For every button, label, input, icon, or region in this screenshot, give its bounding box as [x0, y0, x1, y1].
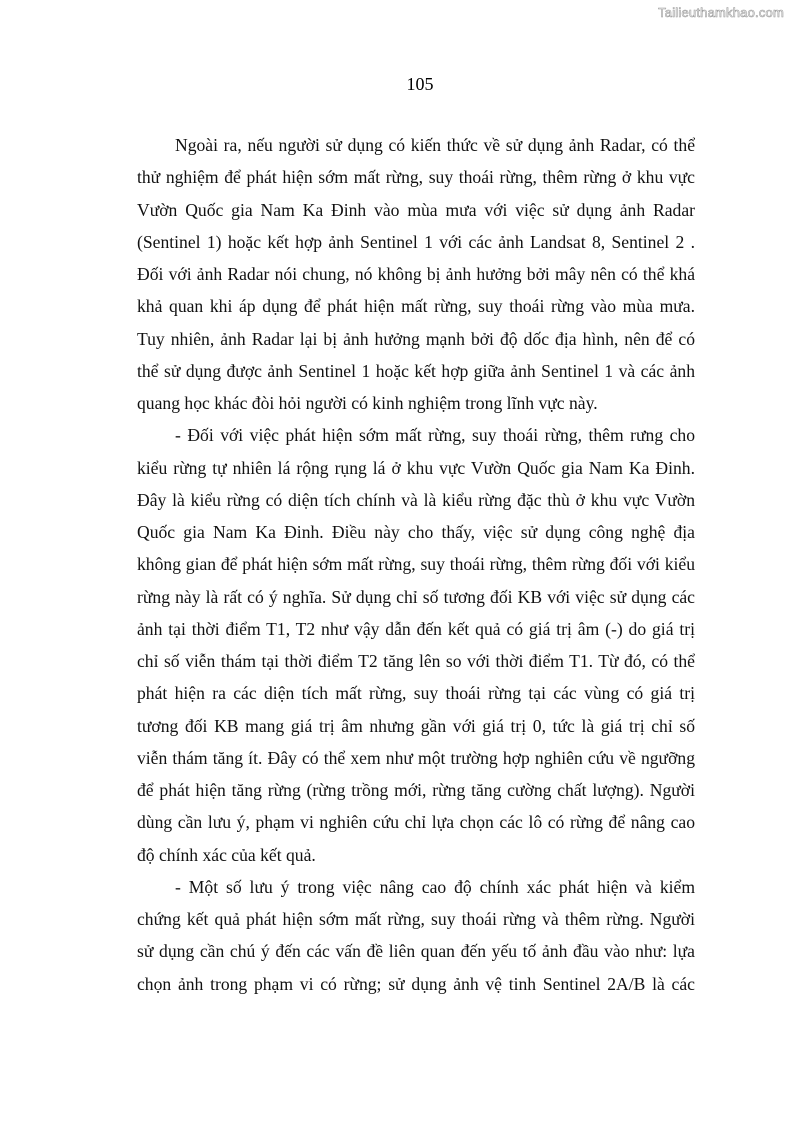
paragraph: [137, 419, 695, 871]
text-line: thử nghiệm để phát hiện sớm mất rừng, suy thoái rừng, thêm rừng ở khu vực: [137, 167, 695, 188]
paragraph: [137, 129, 695, 419]
text-line: - Một số lưu ý trong việc nâng cao độ chính xác phát hiện và kiểm: [175, 876, 695, 897]
text-line: kiểu rừng tự nhiên lá rộng rụng lá ở khu vực Vườn Quốc gia Nam Ka Đinh.: [137, 457, 695, 478]
text-line: ảnh tại thời điểm T1, T2 như vậy dẫn đến kết quả có giá trị âm (-) do giá trị: [137, 618, 695, 639]
text-line: quang học khác đòi hỏi người có kinh nghiệm trong lĩnh vực này.: [137, 393, 598, 413]
text-line: (Sentinel 1) hoặc kết hợp ảnh Sentinel 1 với các ảnh Landsat 8, Sentinel 2 .: [137, 231, 695, 252]
text-line: Quốc gia Nam Ka Đinh. Điều này cho thấy, việc sử dụng công nghệ địa: [137, 522, 695, 542]
text-line: chỉ số viễn thám tại thời điểm T2 tăng lên so với thời điểm T1. Từ đó, có thể: [137, 651, 695, 671]
text-line: Ngoài ra, nếu người sử dụng có kiến thức về sử dụng ảnh Radar, có thể: [175, 135, 695, 155]
text-line: viễn thám tăng ít. Đây có thể xem như một trường hợp nghiên cứu về ngưỡng: [137, 747, 695, 768]
text-line: để phát hiện tăng rừng (rừng trồng mới, rừng tăng cường chất lượng). Người: [137, 780, 695, 800]
text-line: chứng kết quả phát hiện sớm mất rừng, suy thoái rừng và thêm rừng. Người: [137, 909, 695, 929]
text-line: tương đối KB mang giá trị âm nhưng gần với giá trị 0, tức là giá trị chỉ số: [137, 715, 695, 736]
text-line: độ chính xác của kết quả.: [137, 844, 316, 865]
text-line: thể sử dụng được ảnh Sentinel 1 hoặc kết hợp giữa ảnh Sentinel 1 và các ảnh: [137, 360, 695, 381]
text-line: Đối với ảnh Radar nói chung, nó không bị ảnh hưởng bởi mây nên có thể khá: [137, 264, 695, 284]
text-line: - Đối với việc phát hiện sớm mất rừng, suy thoái rừng, thêm rưng cho: [175, 425, 695, 446]
text-line: Tuy nhiên, ảnh Radar lại bị ảnh hưởng mạnh bởi độ dốc địa hình, nên để có: [137, 328, 695, 349]
text-line: dùng cần lưu ý, phạm vi nghiên cứu chỉ lựa chọn các lô có rừng để nâng cao: [137, 812, 695, 833]
watermark: Tailieuthamkhao.com: [658, 5, 784, 20]
page-number: 105: [406, 74, 434, 94]
text-line: Vườn Quốc gia Nam Ka Đinh vào mùa mưa với việc sử dụng ảnh Radar: [137, 199, 695, 220]
text-line: phát hiện ra các diện tích mất rừng, suy thoái rừng tại các vùng có giá trị: [137, 683, 695, 704]
text-line: rừng này là rất có ý nghĩa. Sử dụng chỉ số tương đối KB với việc sử dụng các: [137, 586, 695, 607]
text-line: Đây là kiểu rừng có diện tích chính và là kiểu rừng đặc thù ở khu vực Vườn: [137, 489, 695, 510]
paragraph: [137, 871, 695, 1000]
text-line: không gian để phát hiện sớm mất rừng, suy thoái rừng, thêm rừng đối với kiểu: [137, 554, 695, 575]
body-text: [137, 129, 695, 1000]
text-line: chọn ảnh trong phạm vi có rừng; sử dụng ảnh vệ tinh Sentinel 2A/B là các: [137, 973, 695, 994]
text-line: sử dụng cần chú ý đến các vấn đề liên quan đến yếu tố ảnh đầu vào như: lựa: [137, 941, 695, 962]
text-line: khả quan khi áp dụng để phát hiện mất rừng, suy thoái rừng vào mùa mưa.: [137, 296, 695, 317]
